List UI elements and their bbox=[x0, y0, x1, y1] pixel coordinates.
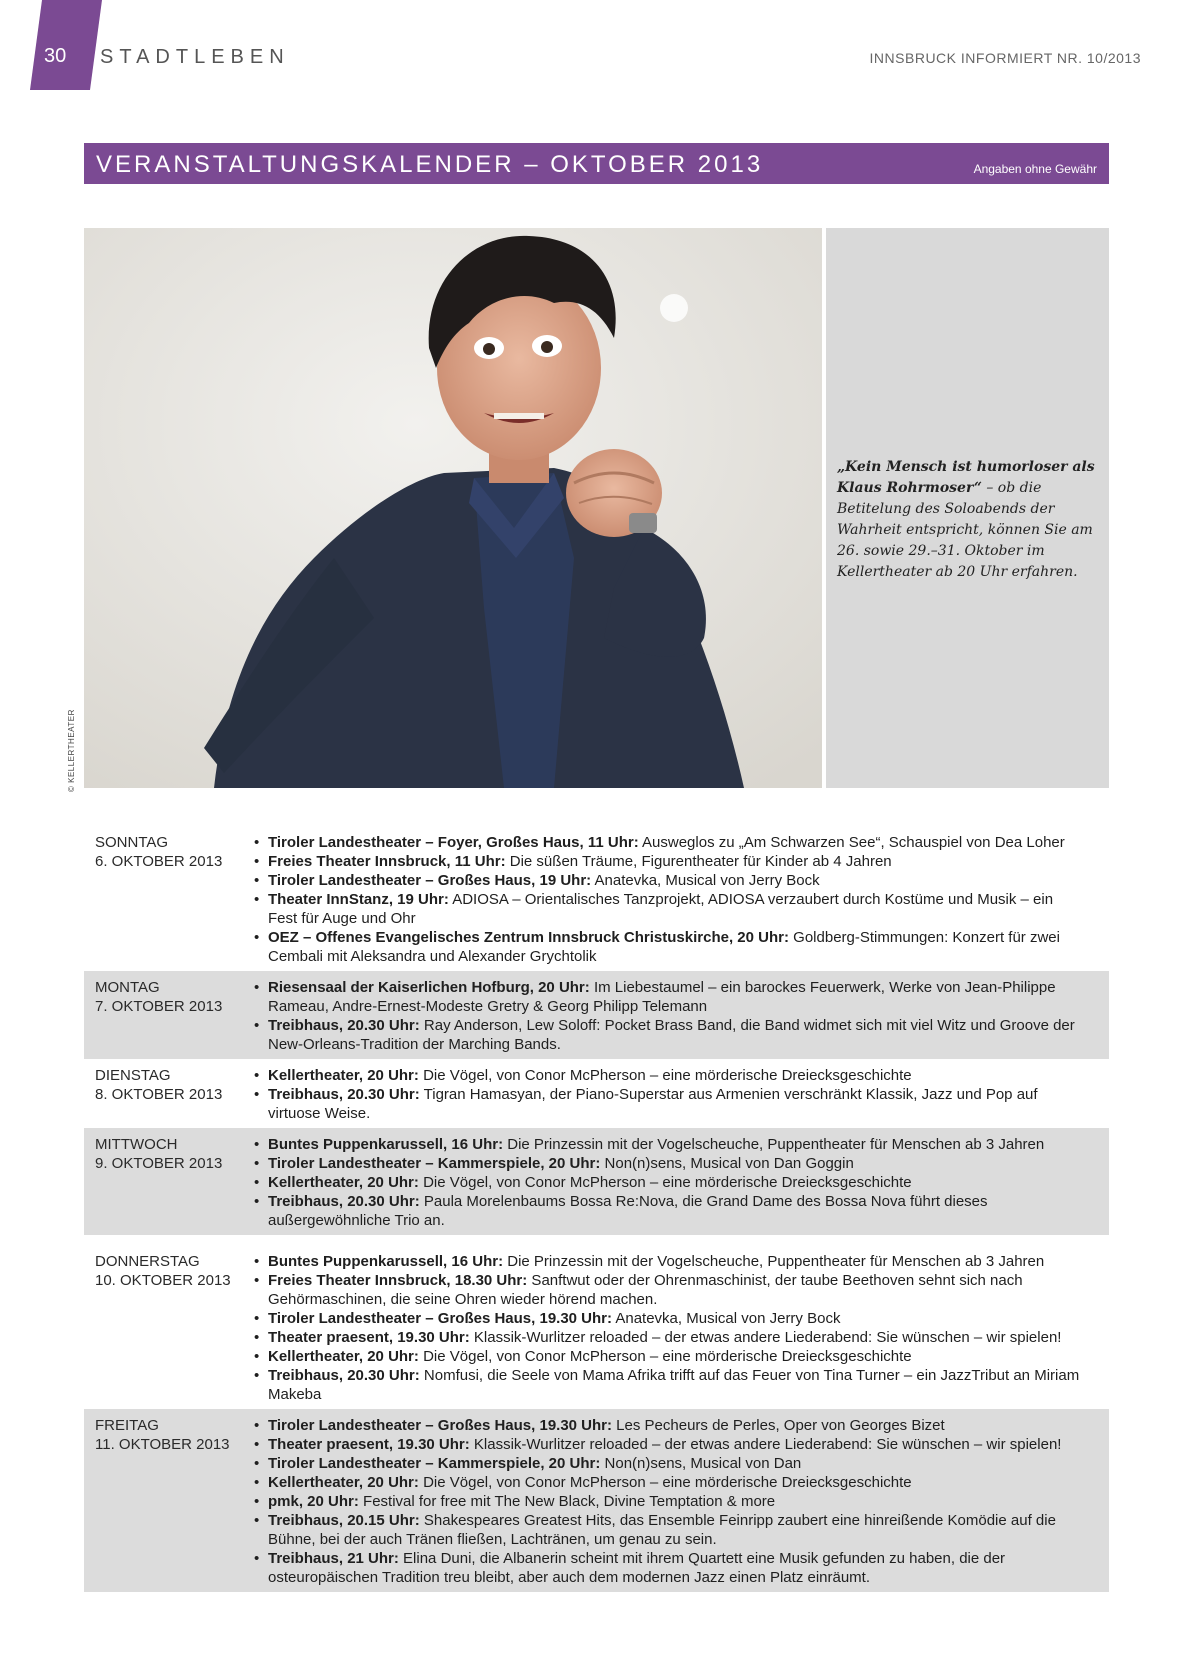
event-description: Ausweglos zu „Am Schwarzen See“, Schauspiel von Dea Loher bbox=[638, 834, 1065, 851]
event-description: Elina Duni, die Albanerin scheint mit ihrem Quartett eine Musik gefunden zu haben, die der osteuropäischen Tradition treu bleibt, aber auch dem modernen Jazz einen Platz einräumt. bbox=[268, 1550, 1006, 1586]
event-venue: Theater praesent, 19.30 Uhr: bbox=[268, 1329, 470, 1346]
day-label bbox=[95, 1252, 245, 1290]
event-item bbox=[254, 1366, 1084, 1404]
weekday: SONNTAG bbox=[95, 834, 169, 851]
weekday: MITTWOCH bbox=[95, 1136, 178, 1153]
event-venue: Buntes Puppenkarussell, 16 Uhr: bbox=[268, 1136, 504, 1153]
event-item bbox=[254, 1416, 1084, 1435]
event-description: Shakespeares Greatest Hits, das Ensemble Feinripp zaubert eine hinreißende Komödie auf die Bühne, bei der auch Tränen fließen, Lachtränen, um genau zu sein. bbox=[268, 1512, 1056, 1548]
page-number: 30 bbox=[44, 45, 67, 67]
performer-illustration bbox=[84, 228, 822, 788]
event-item bbox=[254, 1549, 1084, 1587]
event-item bbox=[254, 1347, 1084, 1366]
caption-text: – ob die Betitelung des Soloabends der Wahrheit entspricht, können Sie am 26. sowie 29.–31. Oktober im Kellertheater ab 20 Uhr erfahren. bbox=[837, 480, 1093, 580]
event-venue: Kellertheater, 20 Uhr: bbox=[268, 1474, 419, 1491]
event-venue: Tiroler Landestheater – Großes Haus, 19.30 Uhr: bbox=[268, 1417, 613, 1434]
event-item bbox=[254, 1271, 1084, 1309]
event-venue: Riesensaal der Kaiserlichen Hofburg, 20 Uhr: bbox=[268, 979, 590, 996]
event-description: Sanftwut oder der Ohrenmaschinist, der taube Beethoven sehnt sich nach Gehörmaschinen, die seine Ohren wieder hörend machen. bbox=[268, 1272, 1023, 1308]
event-description: Goldberg-Stimmungen: Konzert für zwei Cembali mit Aleksandra und Alexander Grychtolik bbox=[268, 929, 1060, 965]
event-description: Klassik-Wurlitzer reloaded – der etwas andere Liederabend: Sie wünschen – wir spielen! bbox=[469, 1436, 1062, 1453]
event-list bbox=[254, 1135, 1084, 1230]
event-venue: Tiroler Landestheater – Foyer, Großes Haus, 11 Uhr: bbox=[268, 834, 639, 851]
event-item bbox=[254, 1492, 1084, 1511]
event-item bbox=[254, 833, 1084, 852]
event-item bbox=[254, 1454, 1084, 1473]
event-description: Non(n)sens, Musical von Dan bbox=[600, 1455, 802, 1472]
date: 8. OKTOBER 2013 bbox=[95, 1086, 223, 1103]
event-item bbox=[254, 1173, 1084, 1192]
event-item bbox=[254, 1328, 1084, 1347]
event-venue: Tiroler Landestheater – Kammerspiele, 20 Uhr: bbox=[268, 1155, 601, 1172]
caption-quote: „Kein Mensch ist humorloser als Klaus Rohrmoser“ bbox=[837, 459, 1095, 496]
day-block bbox=[84, 1245, 1109, 1409]
date: 9. OKTOBER 2013 bbox=[95, 1155, 223, 1172]
event-item bbox=[254, 1016, 1084, 1054]
caption-box bbox=[826, 228, 1109, 788]
event-description: Die Prinzessin mit der Vogelscheuche, Puppentheater für Menschen ab 3 Jahren bbox=[503, 1253, 1045, 1270]
event-list bbox=[254, 1066, 1084, 1123]
event-venue: pmk, 20 Uhr: bbox=[268, 1493, 359, 1510]
event-venue: Theater InnStanz, 19 Uhr: bbox=[268, 891, 449, 908]
event-venue: Kellertheater, 20 Uhr: bbox=[268, 1067, 419, 1084]
day-block bbox=[84, 1128, 1109, 1235]
weekday: FREITAG bbox=[95, 1417, 159, 1434]
section-label: STADTLEBEN bbox=[100, 46, 290, 68]
event-item bbox=[254, 1085, 1084, 1123]
event-venue: Treibhaus, 20.30 Uhr: bbox=[268, 1086, 420, 1103]
event-description: Im Liebestaumel – ein barockes Feuerwerk, Werke von Jean-Philippe Rameau, Andre-Ernest-Modeste Gretry & Georg Philipp Telemann bbox=[268, 979, 1056, 1015]
weekday: MONTAG bbox=[95, 979, 160, 996]
day-block bbox=[84, 1409, 1109, 1592]
event-venue: Treibhaus, 20.15 Uhr: bbox=[268, 1512, 420, 1529]
day-block bbox=[84, 1059, 1109, 1128]
event-venue: Buntes Puppenkarussell, 16 Uhr: bbox=[268, 1253, 504, 1270]
event-description: Die Vögel, von Conor McPherson – eine mörderische Dreiecksgeschichte bbox=[418, 1174, 912, 1191]
event-description: Tigran Hamasyan, der Piano-Superstar aus Armenien verschränkt Klassik, Jazz und Pop auf virtuose Weise. bbox=[268, 1086, 1038, 1122]
event-description: Die Vögel, von Conor McPherson – eine mörderische Dreiecksgeschichte bbox=[418, 1348, 912, 1365]
event-calendar bbox=[84, 826, 1109, 1592]
day-label bbox=[95, 1066, 245, 1104]
event-description: ADIOSA – Orientalisches Tanzprojekt, ADIOSA verzaubert durch Kostüme und Musik – ein Fest für Auge und Ohr bbox=[268, 891, 1054, 927]
event-venue: Tiroler Landestheater – Großes Haus, 19 Uhr: bbox=[268, 872, 592, 889]
event-item bbox=[254, 1473, 1084, 1492]
date: 6. OKTOBER 2013 bbox=[95, 853, 223, 870]
event-description: Nomfusi, die Seele von Mama Afrika trifft auf das Feuer von Tina Turner – ein JazzTribut an Miriam Makeba bbox=[268, 1367, 1080, 1403]
feature-photo bbox=[84, 228, 822, 788]
event-item bbox=[254, 1309, 1084, 1328]
calendar-title-bar bbox=[84, 143, 1109, 184]
event-description: Die Prinzessin mit der Vogelscheuche, Puppentheater für Menschen ab 3 Jahren bbox=[503, 1136, 1045, 1153]
date: 11. OKTOBER 2013 bbox=[95, 1436, 230, 1453]
event-description: Les Pecheurs de Perles, Oper von Georges Bizet bbox=[612, 1417, 945, 1434]
day-label bbox=[95, 1416, 245, 1454]
event-item bbox=[254, 890, 1084, 928]
event-venue: Kellertheater, 20 Uhr: bbox=[268, 1348, 419, 1365]
day-label bbox=[95, 978, 245, 1016]
event-venue: Treibhaus, 20.30 Uhr: bbox=[268, 1367, 420, 1384]
calendar-title: VERANSTALTUNGSKALENDER – OKTOBER 2013 bbox=[96, 151, 764, 178]
event-item bbox=[254, 1066, 1084, 1085]
event-item bbox=[254, 1192, 1084, 1230]
photo-caption bbox=[837, 457, 1099, 583]
event-description: Non(n)sens, Musical von Dan Goggin bbox=[600, 1155, 854, 1172]
date: 10. OKTOBER 2013 bbox=[95, 1272, 231, 1289]
event-description: Ray Anderson, Lew Soloff: Pocket Brass Band, die Band widmet sich mit viel Witz und Groove der New-Orleans-Tradition der Marching Bands. bbox=[268, 1017, 1075, 1053]
event-list bbox=[254, 1252, 1084, 1404]
event-venue: OEZ – Offenes Evangelisches Zentrum Innsbruck Christuskirche, 20 Uhr: bbox=[268, 929, 789, 946]
event-venue: Kellertheater, 20 Uhr: bbox=[268, 1174, 419, 1191]
event-item bbox=[254, 852, 1084, 871]
day-block bbox=[84, 971, 1109, 1059]
event-venue: Tiroler Landestheater – Kammerspiele, 20 Uhr: bbox=[268, 1455, 601, 1472]
event-list bbox=[254, 1416, 1084, 1587]
event-item bbox=[254, 1252, 1084, 1271]
day-label bbox=[95, 1135, 245, 1173]
event-venue: Treibhaus, 21 Uhr: bbox=[268, 1550, 399, 1567]
disclaimer: Angaben ohne Gewähr bbox=[973, 162, 1097, 176]
day-label bbox=[95, 833, 245, 871]
event-venue: Treibhaus, 20.30 Uhr: bbox=[268, 1193, 420, 1210]
event-description: Die Vögel, von Conor McPherson – eine mörderische Dreiecksgeschichte bbox=[418, 1067, 912, 1084]
event-venue: Treibhaus, 20.30 Uhr: bbox=[268, 1017, 420, 1034]
event-item bbox=[254, 871, 1084, 890]
day-block bbox=[84, 826, 1109, 971]
weekday: DONNERSTAG bbox=[95, 1253, 200, 1270]
event-description: Die süßen Träume, Figurentheater für Kinder ab 4 Jahren bbox=[505, 853, 892, 870]
date: 7. OKTOBER 2013 bbox=[95, 998, 223, 1015]
event-item bbox=[254, 1435, 1084, 1454]
event-item bbox=[254, 1135, 1084, 1154]
event-list bbox=[254, 978, 1084, 1054]
event-venue: Theater praesent, 19.30 Uhr: bbox=[268, 1436, 470, 1453]
event-description: Paula Morelenbaums Bossa Re:Nova, die Grand Dame des Bossa Nova führt dieses außergewöhnliche Trio an. bbox=[268, 1193, 988, 1229]
event-venue: Freies Theater Innsbruck, 11 Uhr: bbox=[268, 853, 506, 870]
event-description: Festival for free mit The New Black, Divine Temptation & more bbox=[358, 1493, 776, 1510]
event-description: Anatevka, Musical von Jerry Bock bbox=[591, 872, 820, 889]
event-description: Anatevka, Musical von Jerry Bock bbox=[612, 1310, 841, 1327]
event-item bbox=[254, 978, 1084, 1016]
event-item bbox=[254, 1511, 1084, 1549]
event-item bbox=[254, 928, 1084, 966]
event-description: Die Vögel, von Conor McPherson – eine mörderische Dreiecksgeschichte bbox=[418, 1474, 912, 1491]
event-venue: Tiroler Landestheater – Großes Haus, 19.30 Uhr: bbox=[268, 1310, 613, 1327]
event-list bbox=[254, 833, 1084, 966]
event-venue: Freies Theater Innsbruck, 18.30 Uhr: bbox=[268, 1272, 528, 1289]
weekday: DIENSTAG bbox=[95, 1067, 171, 1084]
event-description: Klassik-Wurlitzer reloaded – der etwas andere Liederabend: Sie wünschen – wir spielen! bbox=[469, 1329, 1062, 1346]
event-item bbox=[254, 1154, 1084, 1173]
photo-credit: © KELLERTHEATER bbox=[67, 709, 76, 792]
issue-label: INNSBRUCK INFORMIERT NR. 10/2013 bbox=[869, 50, 1141, 66]
